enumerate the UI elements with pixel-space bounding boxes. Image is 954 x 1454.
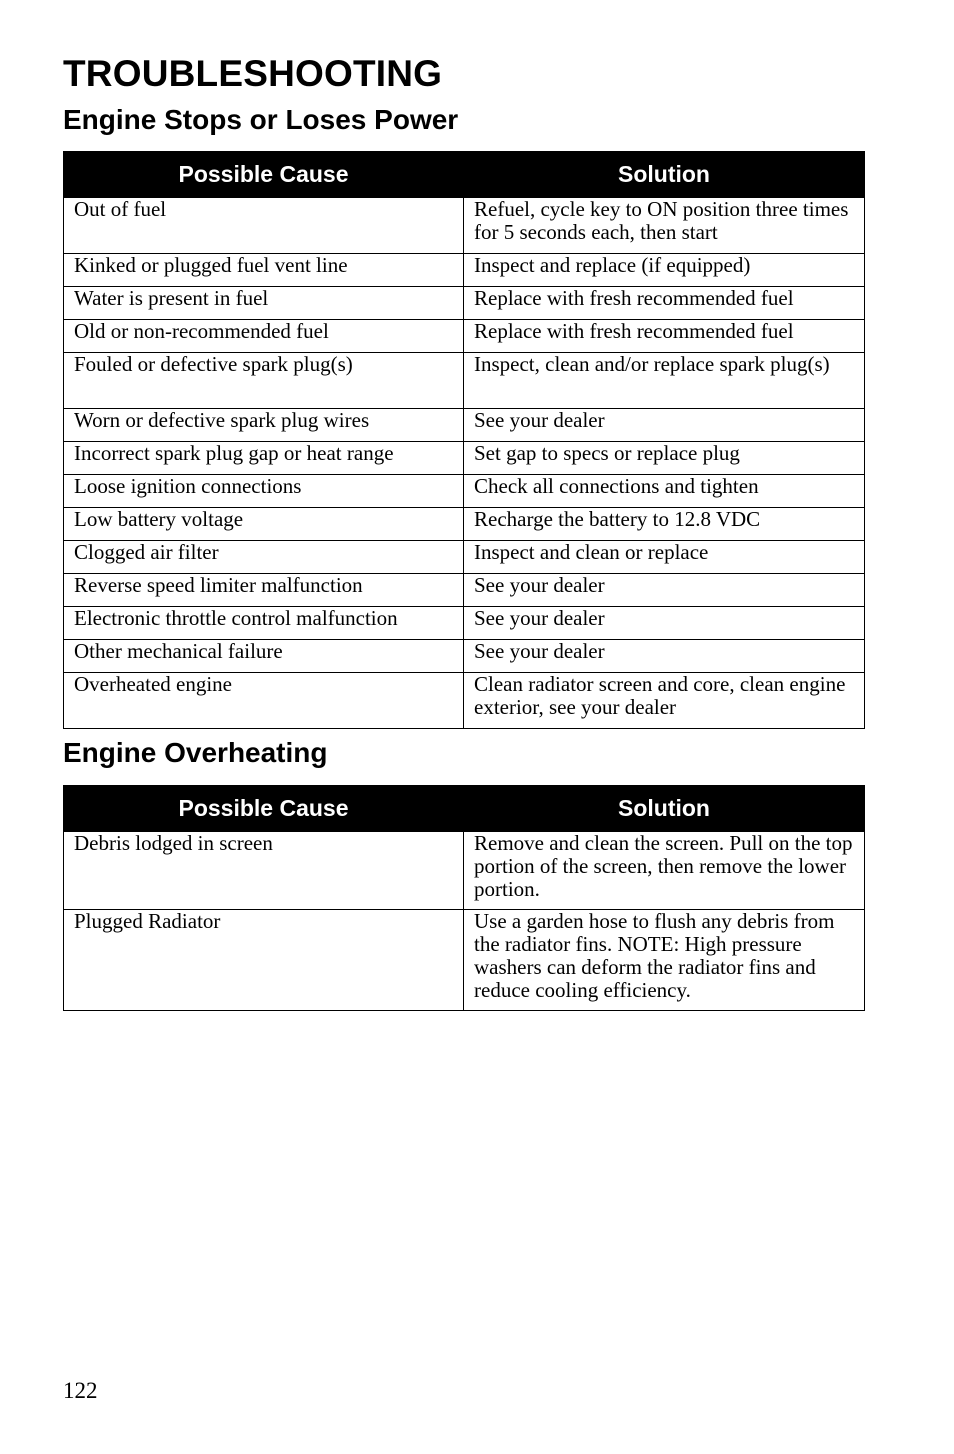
solution-cell: Set gap to specs or replace plug	[464, 442, 865, 475]
solution-cell: See your dealer	[464, 574, 865, 607]
cause-cell: Overheated engine	[64, 673, 464, 729]
solution-cell: See your dealer	[464, 409, 865, 442]
table-header-row	[64, 152, 865, 198]
table-row	[64, 640, 865, 673]
cause-cell: Reverse speed limiter malfunction	[64, 574, 464, 607]
troubleshooting-table-engine-stops	[63, 151, 865, 729]
cause-cell: Old or non-recommended fuel	[64, 320, 464, 353]
table-row	[64, 320, 865, 353]
cause-cell: Electronic throttle control malfunction	[64, 607, 464, 640]
solution-cell: Clean radiator screen and core, clean engine exterior, see your dealer	[464, 673, 865, 729]
table-row	[64, 198, 865, 254]
table-row	[64, 508, 865, 541]
solution-cell: Recharge the battery to 12.8 VDC	[464, 508, 865, 541]
solution-cell: Replace with fresh recommended fuel	[464, 287, 865, 320]
solution-cell: Inspect and clean or replace	[464, 541, 865, 574]
table-row	[64, 475, 865, 508]
solution-cell: See your dealer	[464, 640, 865, 673]
table-row	[64, 574, 865, 607]
table-row	[64, 254, 865, 287]
solution-cell: Refuel, cycle key to ON position three times for 5 seconds each, then start	[464, 198, 865, 254]
header-solution: Solution	[464, 786, 865, 832]
table-row	[64, 673, 865, 729]
cause-cell: Kinked or plugged fuel vent line	[64, 254, 464, 287]
table-row	[64, 607, 865, 640]
header-possible-cause: Possible Cause	[64, 152, 464, 198]
section-heading-engine-overheating: Engine Overheating	[63, 737, 328, 768]
header-solution: Solution	[464, 152, 865, 198]
page-title: TROUBLESHOOTING	[63, 53, 443, 94]
solution-cell: See your dealer	[464, 607, 865, 640]
cause-cell: Worn or defective spark plug wires	[64, 409, 464, 442]
header-possible-cause: Possible Cause	[64, 786, 464, 832]
cause-cell: Plugged Radiator	[64, 910, 464, 1011]
cause-cell: Out of fuel	[64, 198, 464, 254]
cause-cell: Debris lodged in screen	[64, 832, 464, 910]
solution-cell: Check all connections and tighten	[464, 475, 865, 508]
table-row	[64, 353, 865, 409]
solution-cell: Inspect and replace (if equipped)	[464, 254, 865, 287]
cause-cell: Other mechanical failure	[64, 640, 464, 673]
cause-cell: Loose ignition connections	[64, 475, 464, 508]
table-row	[64, 910, 865, 1011]
table-row	[64, 832, 865, 910]
cause-cell: Water is present in fuel	[64, 287, 464, 320]
cause-cell: Clogged air filter	[64, 541, 464, 574]
solution-cell: Replace with fresh recommended fuel	[464, 320, 865, 353]
table-row	[64, 287, 865, 320]
cause-cell: Incorrect spark plug gap or heat range	[64, 442, 464, 475]
section-heading-engine-stops: Engine Stops or Loses Power	[63, 104, 459, 135]
table-row	[64, 541, 865, 574]
solution-cell: Remove and clean the screen. Pull on the top portion of the screen, then remove the lower portion.	[464, 832, 865, 910]
troubleshooting-table-engine-overheating	[63, 785, 865, 1011]
solution-cell: Inspect, clean and/or replace spark plug(s)	[464, 353, 865, 409]
table-row	[64, 409, 865, 442]
table-header-row	[64, 786, 865, 832]
cause-cell: Fouled or defective spark plug(s)	[64, 353, 464, 409]
cause-cell: Low battery voltage	[64, 508, 464, 541]
table-row	[64, 442, 865, 475]
solution-cell: Use a garden hose to flush any debris from the radiator fins. NOTE: High pressure washers can deform the radiator fins and reduce cooling efficiency.	[464, 910, 865, 1011]
page-number: 122	[63, 1378, 98, 1403]
